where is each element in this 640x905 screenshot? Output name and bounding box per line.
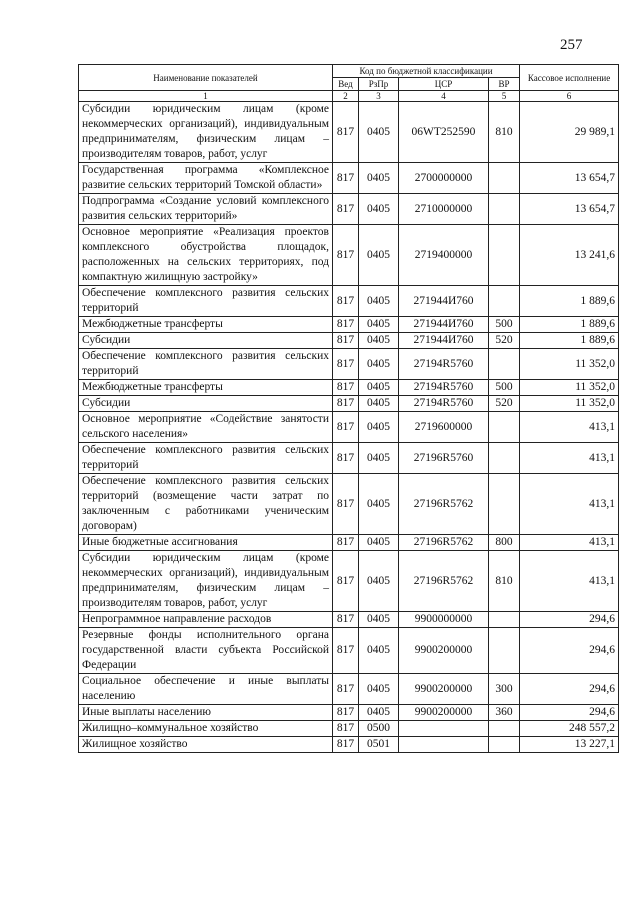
row-vr-cell: 500 [489,380,520,396]
row-vr-cell: 810 [489,551,520,612]
row-name-cell: Иные бюджетные ассигнования [79,535,333,551]
row-ved-cell: 817 [333,674,359,705]
row-name-cell: Резервные фонды исполнительного органа государственной власти субъекта Российской Федерации [79,628,333,674]
table-row [79,225,619,286]
row-rzpr-cell: 0405 [359,163,399,194]
header-code-group: Код по бюджетной классификации [333,65,520,78]
row-vr-cell: 810 [489,102,520,163]
row-ved-cell: 817 [333,163,359,194]
table-row [79,674,619,705]
row-ved-cell: 817 [333,535,359,551]
row-rzpr-cell: 0501 [359,737,399,753]
column-number-row [79,91,619,102]
row-rzpr-cell: 0405 [359,443,399,474]
row-rzpr-cell: 0405 [359,551,399,612]
column-number: 2 [333,91,359,102]
row-name-cell: Социальное обеспечение и иные выплаты населению [79,674,333,705]
row-ved-cell: 817 [333,102,359,163]
table-header [79,65,619,91]
row-exec-cell: 1 889,6 [520,317,619,333]
table-row [79,551,619,612]
row-vr-cell [489,194,520,225]
row-vr-cell [489,443,520,474]
row-name-cell: Государственная программа «Комплексное развитие сельских территорий Томской области» [79,163,333,194]
row-csr-cell [399,721,489,737]
header-vr: ВР [489,78,520,91]
row-exec-cell: 11 352,0 [520,396,619,412]
row-csr-cell: 271944И760 [399,333,489,349]
row-vr-cell: 300 [489,674,520,705]
row-csr-cell: 9900200000 [399,628,489,674]
row-exec-cell: 413,1 [520,474,619,535]
row-vr-cell: 520 [489,333,520,349]
row-name-cell: Основное мероприятие «Реализация проектов комплексного обустройства площадок, расположенных на сельских территориях, под компактную жилищную застройку» [79,225,333,286]
row-csr-cell: 2719400000 [399,225,489,286]
row-rzpr-cell: 0405 [359,396,399,412]
row-ved-cell: 817 [333,286,359,317]
column-number: 1 [79,91,333,102]
header-exec: Кассовое исполнение [520,65,619,91]
row-exec-cell: 294,6 [520,612,619,628]
row-rzpr-cell: 0405 [359,333,399,349]
row-vr-cell [489,721,520,737]
row-csr-cell: 06WT252590 [399,102,489,163]
row-vr-cell [489,286,520,317]
row-exec-cell: 1 889,6 [520,333,619,349]
row-rzpr-cell: 0405 [359,628,399,674]
row-name-cell: Обеспечение комплексного развития сельских территорий [79,286,333,317]
row-exec-cell: 413,1 [520,443,619,474]
row-rzpr-cell: 0405 [359,674,399,705]
table-row [79,396,619,412]
row-vr-cell [489,737,520,753]
table-row [79,163,619,194]
row-rzpr-cell: 0405 [359,317,399,333]
column-number: 5 [489,91,520,102]
row-rzpr-cell: 0405 [359,349,399,380]
column-number: 6 [520,91,619,102]
row-exec-cell: 11 352,0 [520,349,619,380]
row-csr-cell: 27194R5760 [399,396,489,412]
row-csr-cell: 27194R5760 [399,349,489,380]
row-ved-cell: 817 [333,443,359,474]
row-ved-cell: 817 [333,333,359,349]
row-name-cell: Иные выплаты населению [79,705,333,721]
row-ved-cell: 817 [333,721,359,737]
row-rzpr-cell: 0405 [359,380,399,396]
table-row [79,443,619,474]
table-row [79,612,619,628]
row-vr-cell [489,225,520,286]
row-rzpr-cell: 0500 [359,721,399,737]
row-rzpr-cell: 0405 [359,102,399,163]
row-rzpr-cell: 0405 [359,286,399,317]
table-row [79,535,619,551]
table-row [79,628,619,674]
row-csr-cell: 9900200000 [399,705,489,721]
row-vr-cell [489,163,520,194]
row-name-cell: Субсидии юридическим лицам (кроме некоммерческих организаций), индивидуальным предпринимателям, физическим лицам – производителям товаров, работ, услуг [79,551,333,612]
budget-table [78,64,619,753]
row-csr-cell: 9900000000 [399,612,489,628]
row-exec-cell: 248 557,2 [520,721,619,737]
row-name-cell: Межбюджетные трансферты [79,380,333,396]
row-ved-cell: 817 [333,380,359,396]
table-row [79,194,619,225]
row-name-cell: Жилищно–коммунальное хозяйство [79,721,333,737]
row-ved-cell: 817 [333,551,359,612]
row-ved-cell: 817 [333,412,359,443]
row-name-cell: Обеспечение комплексного развития сельских территорий [79,349,333,380]
table-row [79,412,619,443]
row-exec-cell: 29 989,1 [520,102,619,163]
row-csr-cell [399,737,489,753]
row-name-cell: Субсидии [79,396,333,412]
row-exec-cell: 413,1 [520,551,619,612]
row-exec-cell: 294,6 [520,674,619,705]
row-exec-cell: 13 241,6 [520,225,619,286]
row-csr-cell: 271944И760 [399,286,489,317]
row-ved-cell: 817 [333,317,359,333]
row-name-cell: Непрограммное направление расходов [79,612,333,628]
row-ved-cell: 817 [333,737,359,753]
table-row [79,737,619,753]
table-row [79,380,619,396]
row-ved-cell: 817 [333,705,359,721]
row-csr-cell: 27196R5762 [399,535,489,551]
row-exec-cell: 294,6 [520,628,619,674]
row-csr-cell: 2700000000 [399,163,489,194]
row-name-cell: Подпрограмма «Создание условий комплексного развития сельских территорий» [79,194,333,225]
row-rzpr-cell: 0405 [359,194,399,225]
row-name-cell: Жилищное хозяйство [79,737,333,753]
header-name: Наименование показателей [79,65,333,91]
table-row [79,333,619,349]
row-csr-cell: 2719600000 [399,412,489,443]
row-vr-cell: 500 [489,317,520,333]
row-rzpr-cell: 0405 [359,412,399,443]
row-exec-cell: 294,6 [520,705,619,721]
row-exec-cell: 13 227,1 [520,737,619,753]
row-csr-cell: 271944И760 [399,317,489,333]
row-vr-cell [489,349,520,380]
row-csr-cell: 27196R5762 [399,474,489,535]
row-name-cell: Основное мероприятие «Содействие занятости сельского населения» [79,412,333,443]
table-row [79,721,619,737]
row-csr-cell: 27194R5760 [399,380,489,396]
header-rzpr: РзПр [359,78,399,91]
row-name-cell: Субсидии [79,333,333,349]
row-exec-cell: 413,1 [520,412,619,443]
row-ved-cell: 817 [333,194,359,225]
row-exec-cell: 13 654,7 [520,194,619,225]
row-rzpr-cell: 0405 [359,705,399,721]
row-rzpr-cell: 0405 [359,612,399,628]
row-ved-cell: 817 [333,474,359,535]
row-name-cell: Межбюджетные трансферты [79,317,333,333]
row-vr-cell: 800 [489,535,520,551]
row-vr-cell [489,412,520,443]
table-row [79,474,619,535]
page-number: 257 [560,37,583,53]
table-row [79,102,619,163]
row-ved-cell: 817 [333,396,359,412]
row-exec-cell: 413,1 [520,535,619,551]
row-vr-cell: 360 [489,705,520,721]
row-vr-cell [489,474,520,535]
table-body [79,91,619,753]
row-rzpr-cell: 0405 [359,474,399,535]
table-row [79,349,619,380]
row-csr-cell: 27196R5762 [399,551,489,612]
row-exec-cell: 11 352,0 [520,380,619,396]
row-exec-cell: 1 889,6 [520,286,619,317]
row-csr-cell: 2710000000 [399,194,489,225]
table-row [79,705,619,721]
row-vr-cell: 520 [489,396,520,412]
row-name-cell: Обеспечение комплексного развития сельских территорий [79,443,333,474]
row-csr-cell: 27196R5760 [399,443,489,474]
column-number: 4 [399,91,489,102]
row-rzpr-cell: 0405 [359,225,399,286]
row-name-cell: Субсидии юридическим лицам (кроме некоммерческих организаций), индивидуальным предпринимателям, физическим лицам – производителям товаров, работ, услуг [79,102,333,163]
row-ved-cell: 817 [333,612,359,628]
table-row [79,286,619,317]
row-ved-cell: 817 [333,349,359,380]
row-exec-cell: 13 654,7 [520,163,619,194]
header-csr: ЦСР [399,78,489,91]
row-csr-cell: 9900200000 [399,674,489,705]
row-ved-cell: 817 [333,225,359,286]
header-ved: Вед [333,78,359,91]
row-name-cell: Обеспечение комплексного развития сельских территорий (возмещение части затрат по заключенным с работниками ученическим договорам) [79,474,333,535]
row-rzpr-cell: 0405 [359,535,399,551]
table-row [79,317,619,333]
row-vr-cell [489,612,520,628]
column-number: 3 [359,91,399,102]
row-vr-cell [489,628,520,674]
row-ved-cell: 817 [333,628,359,674]
